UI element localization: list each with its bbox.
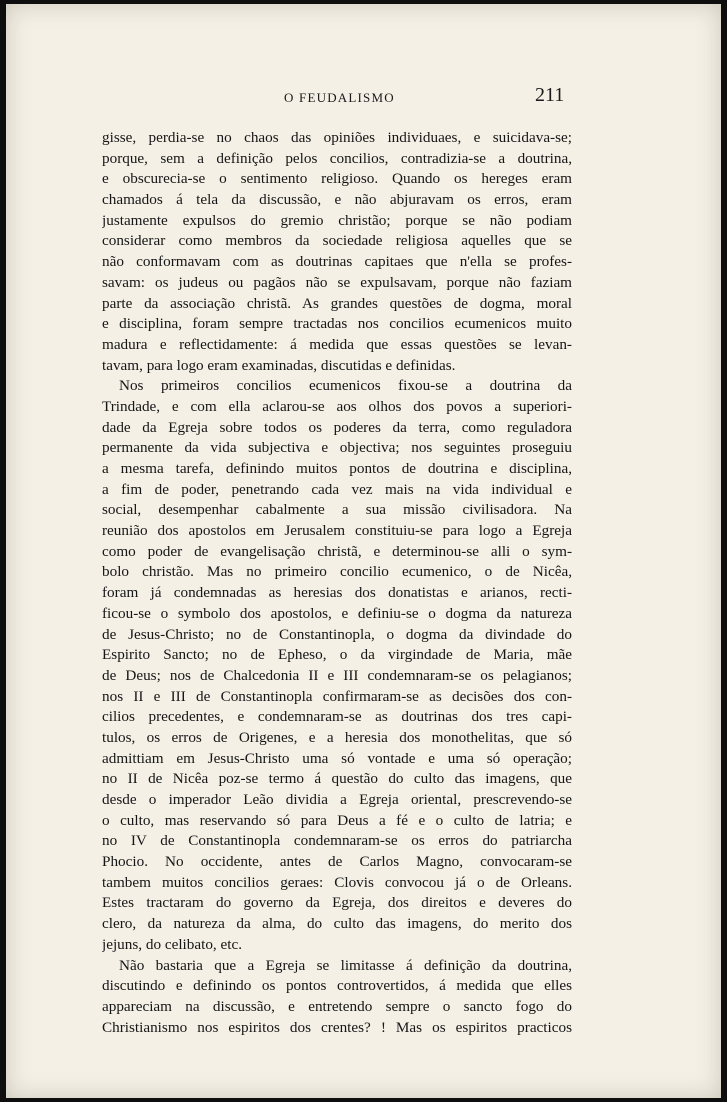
running-header (0, 82, 727, 114)
text-line: discutindo e definindo os pontos controvertidos, á medida que elles (102, 977, 572, 995)
text-line: justamente expulsos do gremio christão; porque se não podiam (102, 211, 572, 229)
text-line: considerar como membros da sociedade religiosa aquelles que se (102, 232, 572, 250)
text-line: de Deus; nos de Chalcedonia II e III condemnaram-se os pelagianos; (102, 666, 572, 684)
text-line: não conformavam com as doutrinas capitaes que n'ella se profes- (102, 253, 572, 271)
text-line: Espirito Sancto; no de Epheso, o da virgindade de Maria, mãe (102, 646, 572, 664)
text-line: como poder de evangelisação christã, e determinou-se alli o sym- (102, 542, 572, 560)
text-line: e disciplina, foram sempre tractadas nos concilios ecumenicos muito (102, 315, 572, 333)
text-line: social, desempenhar cabalmente a sua missão civilisadora. Na (102, 501, 572, 519)
text-line: a mesma tarefa, definindo muitos pontos de doutrina e disciplina, (102, 460, 572, 477)
text-line: Christianismo nos espiritos dos crentes? ! Mas os espiritos practicos (102, 1018, 572, 1036)
text-line: nos II e III de Constantinopla confirmaram-se as decisões dos con- (102, 687, 572, 705)
text-line: e obscurecia-se o sentimento religioso. Quando os hereges eram (102, 170, 572, 188)
text-line: cilios precedentes, e condemnaram-se as doutrinas dos tres capi- (102, 708, 572, 726)
text-line: Estes tractaram do governo da Egreja, dos direitos e deveres do (102, 894, 572, 912)
text-line: jejuns, do celibato, etc. (102, 935, 243, 953)
text-line: foram já condemnadas as heresias dos donatistas e arianos, recti- (102, 584, 572, 602)
text-line: no II de Nicêa poz-se termo á questão do culto das imagens, que (102, 770, 572, 788)
text-line: reunião dos apostolos em Jerusalem constituiu-se para logo a Egreja (102, 522, 572, 540)
text-line: desde o imperador Leão dividia a Egreja oriental, prescrevendo-se (102, 791, 572, 808)
text-line: Phocio. No occidente, antes de Carlos Magno, convocaram-se (102, 853, 572, 871)
text-line: clero, da natureza da alma, do culto das imagens, do merito dos (102, 915, 572, 933)
text-line: parte da associação christã. As grandes questões de dogma, moral (102, 294, 572, 312)
text-line: gisse, perdia-se no chaos das opiniões individuaes, e suicidava-se; (102, 129, 572, 146)
text-line: tavam, para logo eram examinadas, discutidas e definidas. (102, 356, 456, 374)
text-line: no IV de Constantinopla condemnaram-se os erros do patriarcha (102, 832, 572, 850)
text-line: admittiam em Jesus-Christo uma só vontade e uma só operação; (102, 749, 572, 767)
text-line: savam: os judeus ou pagãos não se expulsavam, porque não faziam (102, 273, 572, 291)
page-number: 211 (535, 84, 565, 106)
text-line: de Jesus-Christo; no de Constantinopla, o dogma da divindade do (102, 625, 572, 643)
text-line: chamados á tela da discussão, e não abjuravam os erros, eram (102, 191, 572, 209)
paragraph-first-line: Nos primeiros concilios ecumenicos fixou-se a doutrina da (119, 377, 572, 395)
text-line: dade da Egreja sobre todos os poderes da terra, como reguladora (102, 418, 572, 436)
text-line: porque, sem a definição pelos concilios, contradizia-se a doutrina, (102, 149, 572, 167)
paragraph-first-line: Não bastaria que a Egreja se limitasse á definição da doutrina, (119, 956, 572, 974)
text-line: appareciam na discussão, e entretendo sempre o sancto fogo do (102, 997, 572, 1015)
text-line: madura e reflectidamente: á medida que essas questões se levan- (102, 335, 572, 353)
text-line: a fim de poder, penetrando cada vez mais na vida individual e (102, 480, 572, 498)
running-title: O FEUDALISMO (284, 90, 395, 105)
body-text (102, 128, 572, 1038)
text-line: Trindade, e com ella aclarou-se aos olhos dos povos a superiori- (102, 397, 572, 415)
text-line: tulos, os erros de Origenes, e a heresia dos monothelitas, que só (102, 728, 572, 746)
text-line: tambem muitos concilios geraes: Clovis convocou já o de Orleans. (102, 873, 572, 891)
text-line: ficou-se o symbolo dos apostolos, e definiu-se o dogma da natureza (102, 604, 572, 622)
text-line: bolo christão. Mas no primeiro concilio ecumenico, o de Nicêa, (102, 563, 572, 581)
text-line: permanente da vida subjectiva e objectiva; nos seguintes proseguiu (102, 439, 572, 457)
text-line: o culto, mas reservando só para Deus a fé e o culto de latria; e (102, 811, 572, 829)
